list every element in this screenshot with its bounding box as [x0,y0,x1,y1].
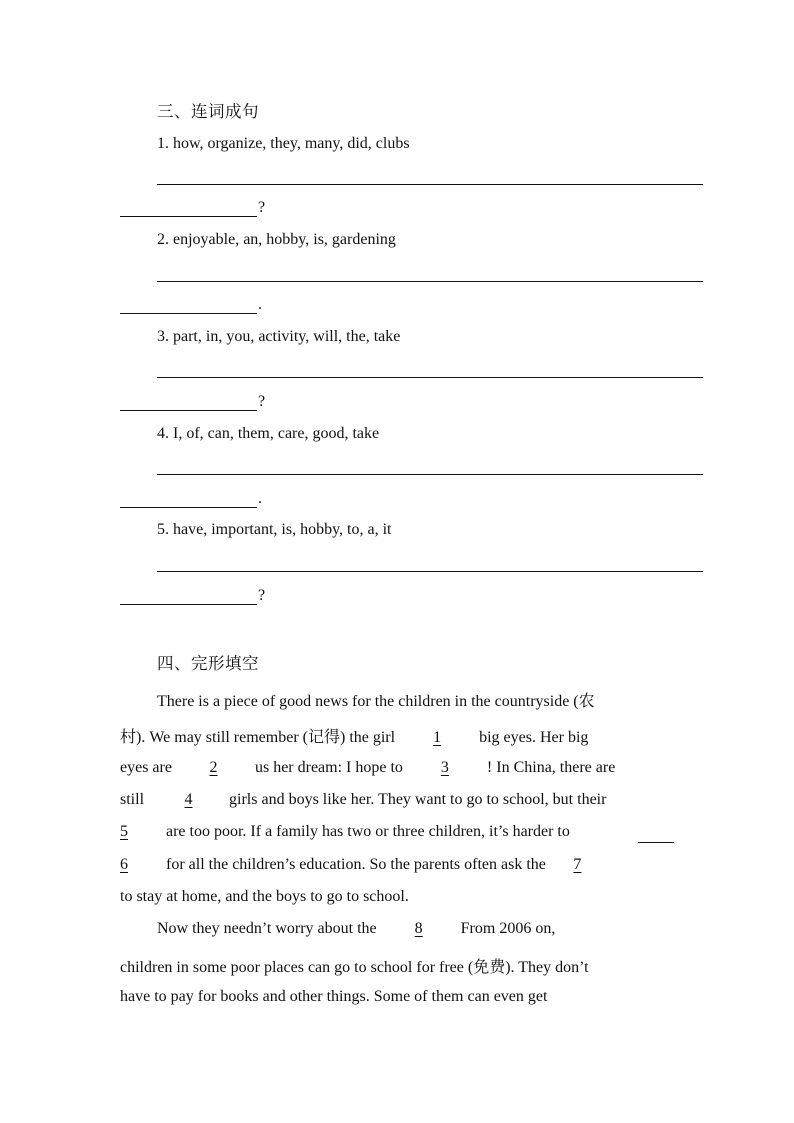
blank-6-leading-line[interactable] [638,842,674,843]
passage-line-8 [157,920,555,938]
passage-line-9: children in some poor places can go to school for free (免费). They don’t [120,959,589,976]
passage-line-1: There is a piece of good news for the children in the countryside (农 [157,693,595,710]
question-4-end-mark: . [258,490,262,507]
answer-line-1b[interactable] [120,216,257,217]
section3-title: 三、连词成句 [157,102,259,121]
question-3-prompt: 3. part, in, you, activity, will, the, take [157,328,401,345]
section4-title: 四、完形填空 [157,654,259,673]
passage-line-3 [120,759,615,777]
passage-line-8-text-a: Now they needn’t worry about the [157,920,377,937]
passage-line-3-text-a: eyes are [120,759,172,776]
blank-3[interactable]: 3 [440,759,449,776]
passage-line-3-text-b: us her dream: I hope to [254,759,403,776]
blank-5[interactable]: 5 [120,823,128,840]
answer-line-2b[interactable] [120,313,257,314]
question-5-end-mark: ? [258,587,266,604]
passage-line-4 [120,791,606,809]
question-1-end-mark: ? [258,199,266,216]
question-2-prompt: 2. enjoyable, an, hobby, is, gardening [157,231,396,248]
answer-line-4a[interactable] [157,474,703,475]
blank-1[interactable]: 1 [433,729,442,746]
blank-2[interactable]: 2 [209,759,218,776]
blank-8[interactable]: 8 [414,920,423,937]
passage-line-5 [120,823,570,841]
passage-line-6 [120,856,609,874]
blank-6[interactable]: 6 [120,856,128,873]
passage-line-4-text-a: still [120,791,145,808]
passage-line-6-text-b: for all the children’s education. So the parents often ask the [166,856,546,873]
passage-line-3-text-c: ! In China, there are [486,759,616,776]
passage-line-2-text-b: big eyes. Her big [479,729,589,746]
passage-line-7: to stay at home, and the boys to go to school. [120,888,409,905]
passage-line-5-text-b: are too poor. If a family has two or three children, it’s harder to [166,823,570,840]
answer-line-4b[interactable] [120,507,257,508]
answer-line-5a[interactable] [157,571,703,572]
answer-line-2a[interactable] [157,281,703,282]
question-5-prompt: 5. have, important, is, hobby, to, a, it [157,521,392,538]
passage-line-2-text-a: 村). We may still remember (记得) the girl [120,729,396,746]
answer-line-5b[interactable] [120,604,257,605]
passage-line-4-text-b: girls and boys like her. They want to go to school, but their [229,791,607,808]
passage-line-2 [120,724,588,747]
question-3-end-mark: ? [258,393,266,410]
question-1-prompt: 1. how, organize, they, many, did, clubs [157,135,410,152]
blank-4[interactable]: 4 [184,791,193,808]
question-2-end-mark: . [258,296,262,313]
question-4-prompt: 4. I, of, can, them, care, good, take [157,425,380,442]
answer-line-3a[interactable] [157,377,703,378]
passage-line-10: have to pay for books and other things. Some of them can even get [120,988,548,1005]
answer-line-1a[interactable] [157,184,703,185]
answer-line-3b[interactable] [120,410,257,411]
passage-line-8-text-b: From 2006 on, [460,920,556,937]
blank-7[interactable]: 7 [573,856,582,873]
